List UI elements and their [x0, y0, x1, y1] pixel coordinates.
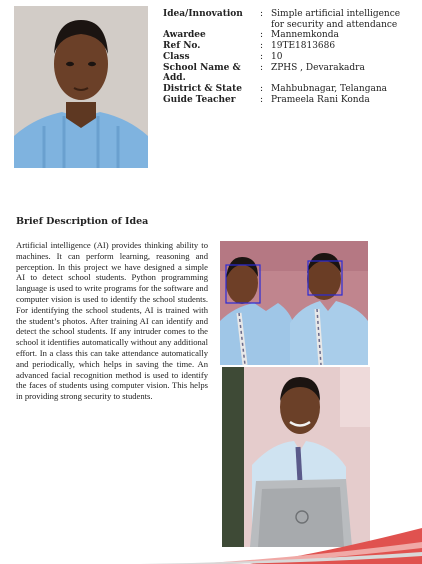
info-label: District & State: [163, 83, 243, 94]
info-colon: :: [260, 9, 264, 19]
info-value: ZPHS , Devarakadra: [271, 62, 365, 73]
info-label: Class: [163, 51, 190, 62]
info-label: School Name & Add.: [163, 62, 241, 84]
info-label: Awardee: [163, 30, 206, 41]
info-row-district: [163, 84, 415, 95]
info-value: Mahbubnagar, Telangana: [271, 83, 387, 94]
info-value: 10: [271, 51, 283, 62]
awardee-info: [163, 9, 415, 105]
info-row-guide: [163, 95, 415, 106]
student-laptop-photo: [222, 367, 370, 547]
info-value: Simple artificial intelligence for security and attendance: [271, 9, 401, 30]
face-detection-photo: [220, 241, 368, 365]
info-colon: :: [260, 30, 264, 41]
awardee-portrait: [14, 6, 148, 168]
section-title: Brief Description of Idea: [16, 216, 149, 227]
info-colon: :: [260, 41, 264, 52]
info-row-ref: [163, 41, 415, 52]
info-row-school: [163, 63, 415, 84]
info-value: 19TE1813686: [271, 41, 336, 52]
footer-swoosh: [0, 524, 422, 564]
info-label: Guide Teacher: [163, 94, 236, 105]
info-value: Prameela Rani Konda: [271, 94, 370, 105]
info-row-class: [163, 52, 415, 63]
info-colon: :: [260, 83, 264, 94]
description-body: Artificial intelligence (AI) provides thinking ability to machines. It can perform learning, reasoning and perception. In this project we have designed a simple AI to detect school students. Python programming language is used to write programs for the software and computer vision is used to identify the school students. For identifying the school students, AI is trained with the student’s photos. After training AI can identify and detect the school students. If any intruder comes to the school it identifies automatically without any additional effort. In a class this can take attendance automatically and periodically, which helps in saving the time. An advanced facial recognition method is used to identify the faces of students using computer vision. This helps in providing strong security to students.: [16, 240, 208, 402]
info-colon: :: [260, 51, 264, 62]
info-value: Mannemkonda: [271, 30, 339, 41]
info-row-idea: [163, 9, 415, 30]
info-row-awardee: [163, 30, 415, 41]
info-colon: :: [260, 62, 264, 73]
info-label: Ref No.: [163, 41, 201, 52]
info-label: Idea/Innovation: [163, 9, 243, 19]
info-colon: :: [260, 94, 264, 105]
